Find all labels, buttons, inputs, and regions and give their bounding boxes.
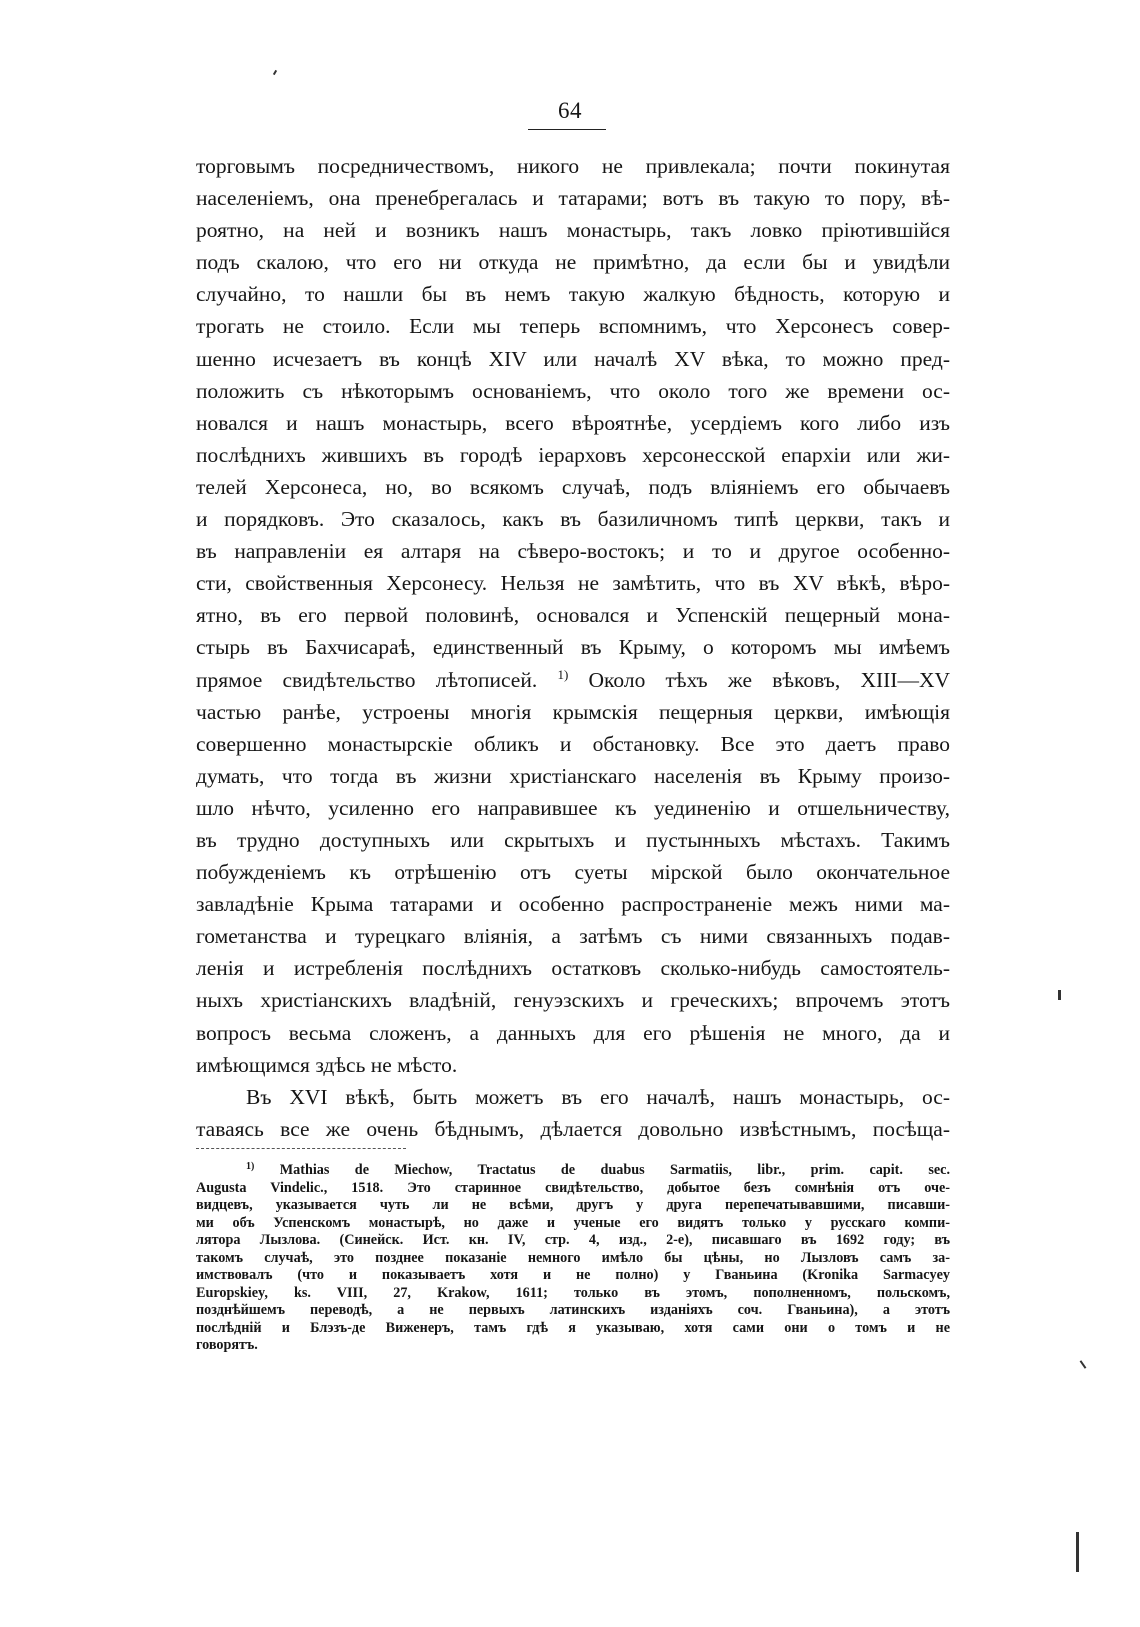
text-line: частью ранѣе, устроены многiя крымскiя пещерныя церкви, имѣющiя [196,699,950,724]
text-line: гометанства и турецкаго влiянiя, а затѣмъ съ ними связанныхъ подав- [196,924,950,949]
scan-speck [1058,990,1061,1000]
text-line: вопросъ весьма сложенъ, а данныхъ для его рѣшенiя не много, да и [196,1020,950,1045]
text-line: подъ скалою, что его ни откуда не примѣтно, да если бы и увидѣли [196,250,950,275]
text-line: населенiемъ, она пренебрегалась и татарами; вотъ въ такую то пору, вѣ- [196,186,950,211]
text-line: торговымъ посредничествомъ, никого не привлекала; почти покинутая [196,154,950,178]
footnote-line [196,1162,950,1180]
footnote-line: послѣднiй и Блэзъ-де Виженеръ, тамъ гдѣ я указываю, хотя сами они о томъ и не [196,1319,950,1336]
page-number-rule [528,129,606,130]
text-line: трогать не стоило. Если мы теперь вспомнимъ, что Херсонесъ совер- [196,314,950,339]
text-fragment: прямое свидѣтельство лѣтописей. [196,667,538,692]
footnote-line: Europskiey, ks. VIII, 27, Krakow, 1611; только въ этомъ, пополненномъ, польскомъ, [196,1284,950,1301]
text-line: въ трудно доступныхъ или скрытыхъ и пустынныхъ мѣстахъ. Такимъ [196,827,950,852]
scan-edge-mark [1076,1532,1079,1572]
footnote-line: ми объ Успенскомъ монастырѣ, но даже и ученые его видятъ только у русскаго компи- [196,1214,950,1231]
text-line: завладѣнiе Крыма татарами и особенно распространенiе межъ ними ма- [196,892,950,917]
text-line: ленiя и истребленiя послѣднихъ остатковъ сколько-нибудь самостоятель- [196,956,950,981]
footnote-line: лятора Лызлова. (Синейск. Ист. кн. IV, стр. 4, изд., 2-е), писавшаго въ 1692 году; въ [196,1232,950,1248]
text-line: побужденiемъ къ отрѣшенiю отъ суеты мiрской было окончательное [196,860,950,885]
body-text [196,150,950,1145]
text-line: шенно исчезаетъ въ концѣ XIV или началѣ XV вѣка, то можно пред- [196,346,950,371]
text-line: послѣднихъ жившихъ въ городѣ iерарховъ херсонесской епархiи или жи- [196,442,950,467]
text-line: ятно, въ его первой половинѣ, основался и Успенскiй пещерный мона- [196,603,950,628]
text-line: новался и нашъ монастырь, всего вѣроятнѣе, усердiемъ кого либо изъ [196,410,950,435]
footnote-reference: 1) [557,666,569,682]
footnote-line: видцевъ, указывается чуть ли не всѣми, другъ у друга перепечатывавшими, писавши- [196,1197,950,1213]
footnote-marker: 1) [246,1161,255,1172]
footnote-line: имствовалъ (что и показываетъ хотя и не полно) у Гваньина (Kronika Sarmacyey [196,1267,950,1283]
scan-speck [273,70,277,75]
text-line: роятно, на ней и возникъ нашъ монастырь, такъ ловко прiютившiйся [196,218,950,243]
text-line: думать, что тогда въ жизни христiанскаго населенiя въ Крыму произо- [196,763,950,788]
text-line: стырь въ Бахчисараѣ, единственный въ Крыму, о которомъ мы имѣемъ [196,635,950,660]
text-line: сти, свойственныя Херсонесу. Нельзя не замѣтить, что въ XV вѣкѣ, вѣро- [196,571,950,596]
text-line: Въ XVI вѣкѣ, быть можетъ въ его началѣ, нашъ монастырь, ос- [246,1084,950,1109]
text-line: случайно, то нашли бы въ немъ такую жалкую бѣдность, которую и [196,282,950,307]
text-line: совершенно монастырскiе обликъ и обстановку. Все это даетъ право [196,731,950,756]
text-line: телей Херсонеса, но, во всякомъ случаѣ, подъ влiянiемъ его обычаевъ [196,474,950,499]
footnote [196,1162,950,1355]
text-line: шло нѣчто, усиленно его направившее къ уединенiю и отшельничеству, [196,795,950,820]
footnote-line: говорятъ. [196,1337,258,1353]
footnote-line: позднѣйшемъ переводѣ, а не первыхъ латинскихъ изданiяхъ соч. Гваньина), а этотъ [196,1302,950,1318]
text-line: таваясь все же очень бѣднымъ, дѣлается довольно извѣстнымъ, посѣща- [196,1116,950,1141]
footnote-line: такомъ случаѣ, это позднее показанiе немного имѣло бы цѣны, но Лызловъ самъ за- [196,1249,950,1266]
text-line: ныхъ христiанскихъ владѣнiй, генуэзскихъ и греческихъ; впрочемъ этотъ [196,988,950,1013]
footnote-line: Augusta Vindelic., 1518. Это старинное свидѣтельство, добытое безъ сомнѣнiя отъ оче- [196,1179,950,1196]
text-line: въ направленiи ея алтаря на сѣверо-востокъ; и то и другое особенно- [196,539,950,564]
text-line: и порядковъ. Это сказалось, какъ въ базиличномъ типѣ церкви, такъ и [196,507,950,532]
page-number: 64 [558,98,582,123]
text-line: имѣющимся здѣсь не мѣсто. [196,1052,458,1077]
text-line-with-footnote [196,664,950,696]
scan-speck [1080,1360,1087,1369]
footnote-text: Mathias de Miechow, Tractatus de duabus Sarmatiis, libr., prim. capit. sec. [279,1162,951,1178]
text-fragment: Около тѣхъ же вѣковъ, XIII—XV [588,667,951,692]
text-line: положить съ нѣкоторымъ основанiемъ, что около того же времени ос- [196,378,950,403]
footnote-separator [196,1148,406,1149]
